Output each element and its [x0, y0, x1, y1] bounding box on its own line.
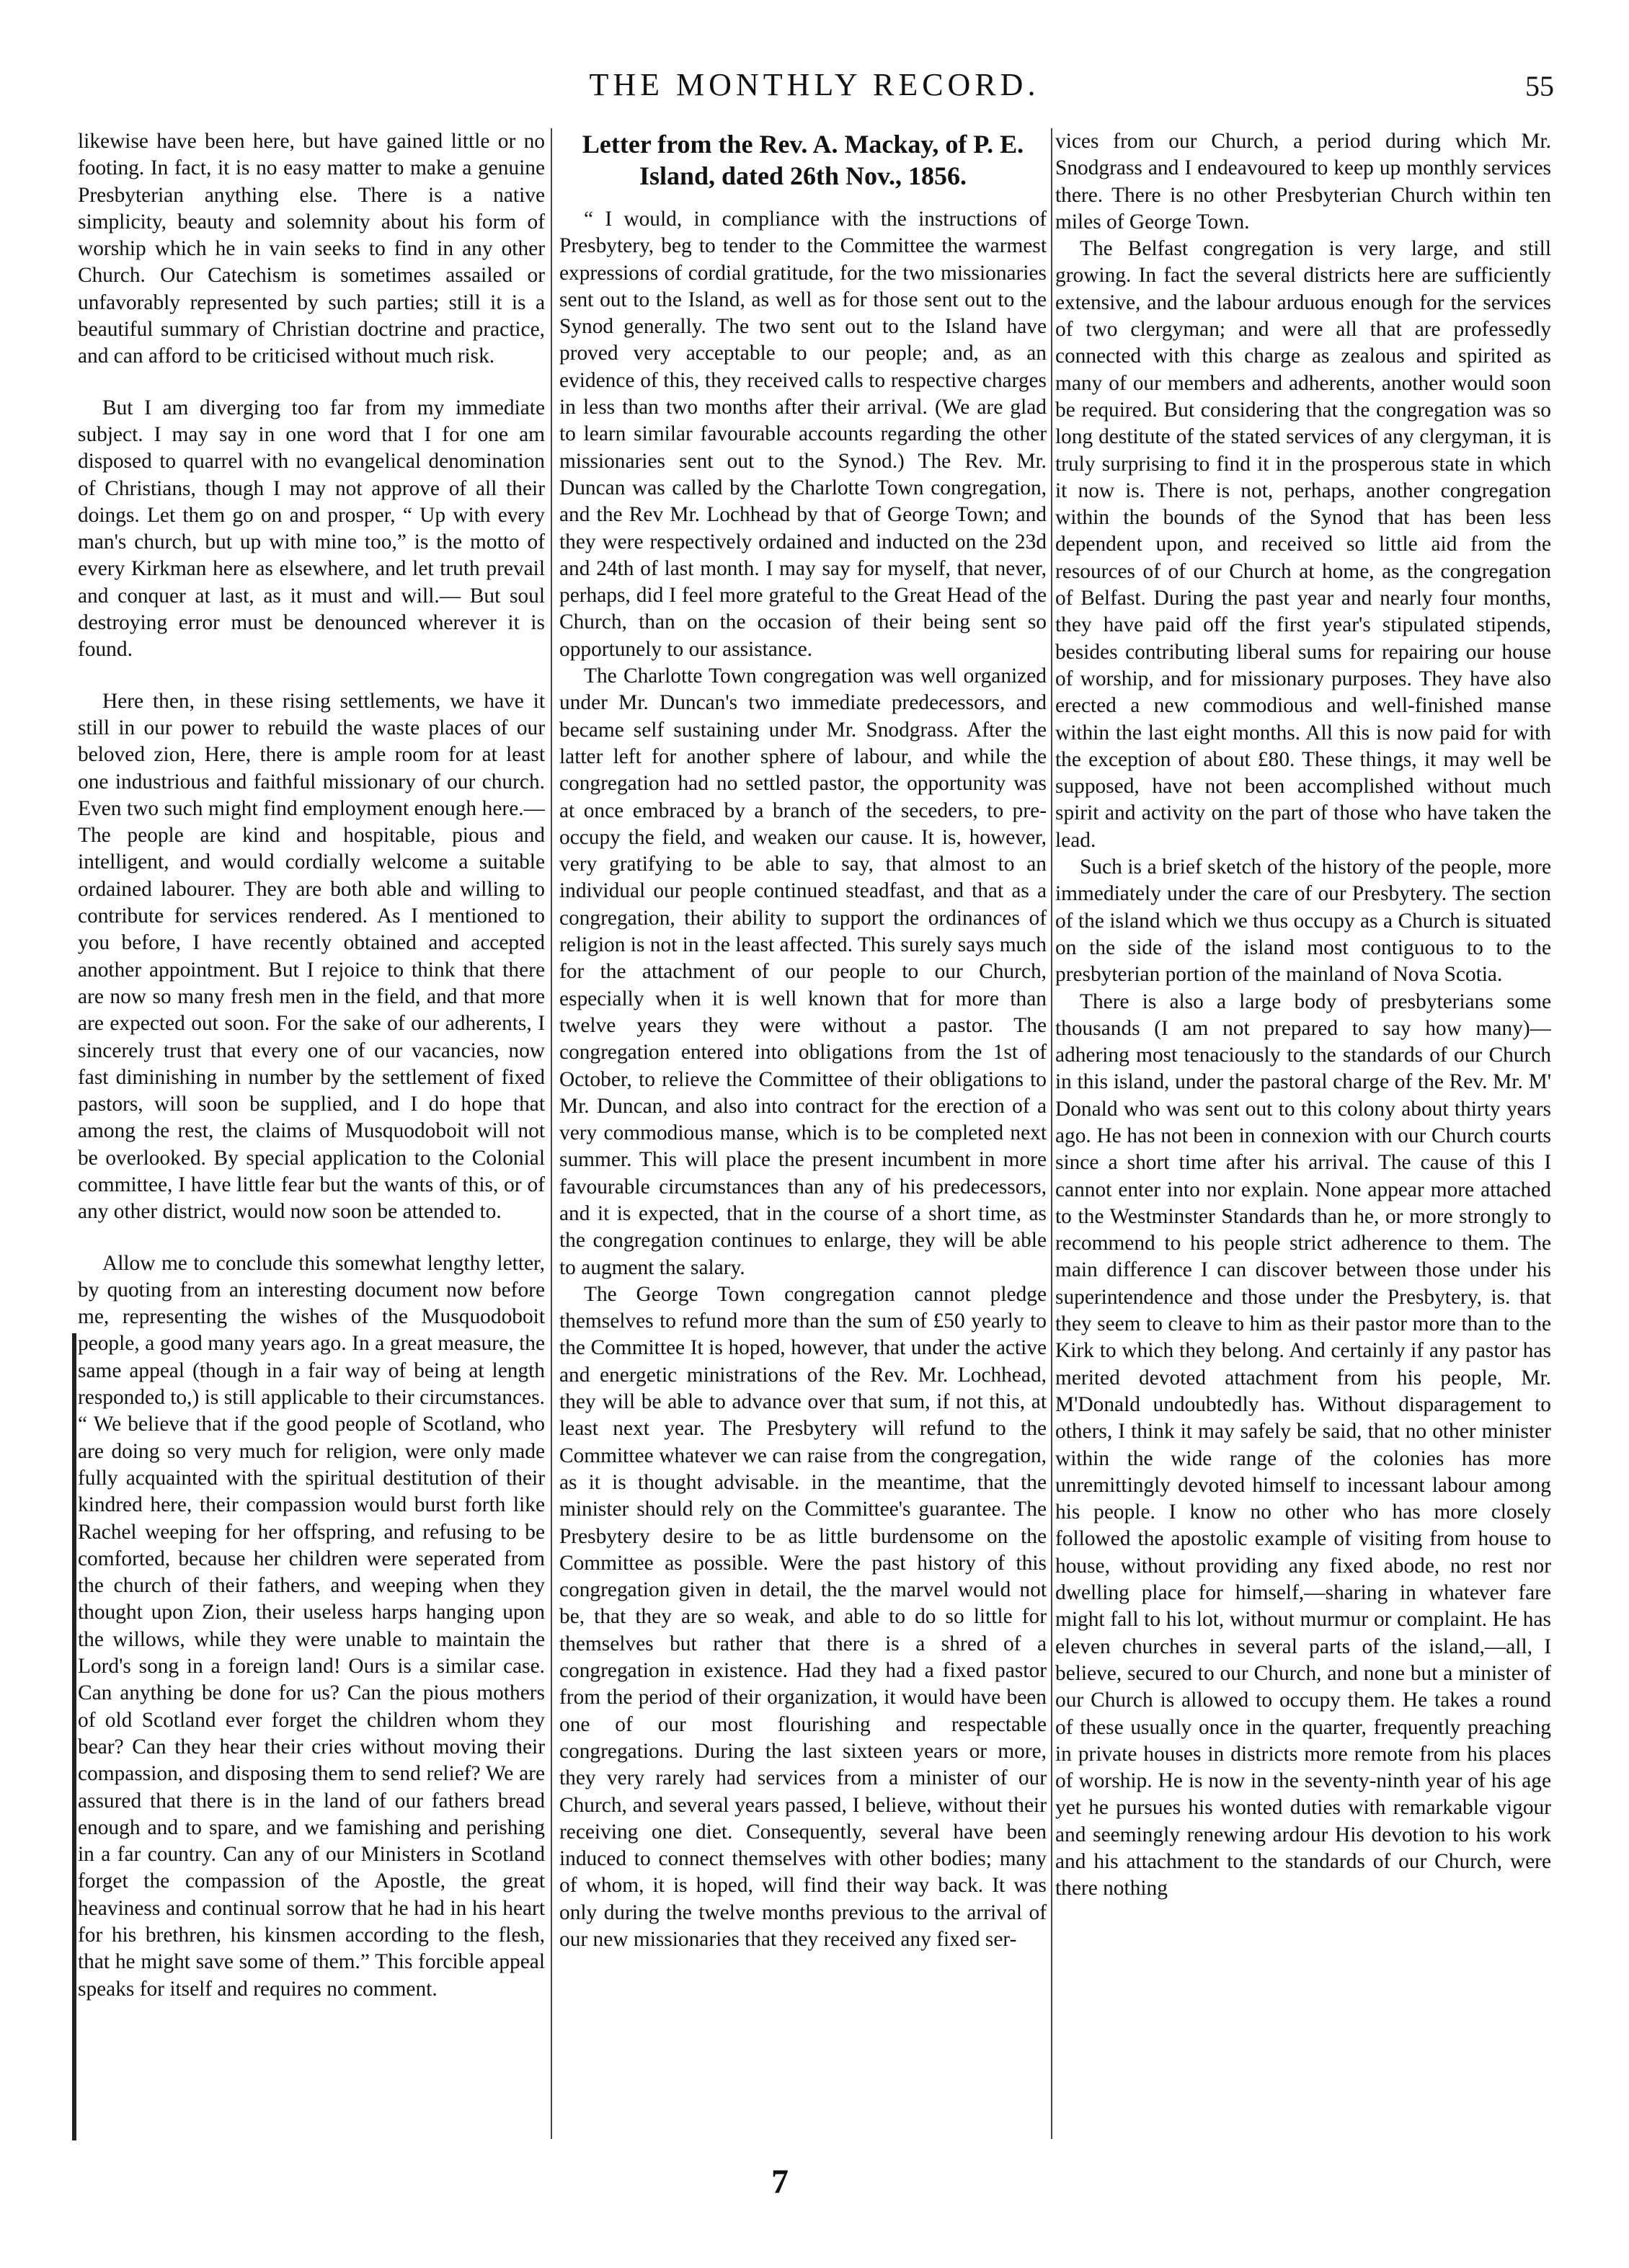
letter-heading: Letter from the Rev. A. Mackay, of P. E. Island, dated 26th Nov., 1856. [582, 130, 1024, 190]
paragraph: “ I would, in compliance with the instructions of Presbytery, beg to tender to the Committee the warmest expressions of cordial gratitude, for the two missionaries sent out to the Island, as well as for those sent out to the Synod generally. The two sent out to the Island have proved very acceptable to our people; and, as an evidence of this, they received calls to respective charges in less than two months after their arrival. (We are glad to learn similar favourable accounts regarding the other missionaries sent out to the Synod.) The Rev. Mr. Duncan was called by the Charlotte Town congregation, and the Rev Mr. Lochhead by that of George Town; and they were respectively ordained and inducted on the 23d and 24th of last month. I may say for myself, that never, perhaps, did I feel more grateful to the Great Head of the Church, than on the occasion of their being sent so opportunely to our assistance. [559, 208, 1047, 661]
paragraph: likewise have been here, but have gained little or no footing. In fact, it is no easy matter to make a genuine Presbyterian anything else. There is a native simplicity, beauty and solemnity about his form of worship which he in vain seeks to find in any other Church. Our Catechism is sometimes assailed or unfavorably represented by such parties; still it is a beautiful summary of Christian doctrine and practice, and can afford to be criticised without much risk. [78, 130, 545, 368]
paragraph: Here then, in these rising settlements, we have it still in our power to rebuild the waste places of our beloved zion, Here, there is ample room for at least one industrious and faithful missionary of our church. Even two such might find employment enough here.— The people are kind and hospitable, pious and intelligent, and would cordially welcome a suitable ordained labourer. They are both able and willing to contribute for services rendered. As I mentioned to you before, I have recently obtained and accepted another appointment. But I rejoice to think that there are now so many fresh men in the field, and that more are expected out soon. For the sake of our adherents, I sincerely trust that every one of our vacancies, now fast diminishing in number by the settlement of fixed pastors, will soon be supplied, and I do hope that among the rest, the claims of Musquodoboit will not be overlooked. By special application to the Colonial committee, I have little fear but the wants of this, or of any other district, would now soon be attended to. [78, 689, 545, 1224]
paragraph: The Belfast congregation is very large, and still growing. In fact the several districts here are sufficiently extensive, and the labour arduous enough for the services of two clergyman; and were all that are professedly connected with this charge as zealous and spirited as many of our members and adherents, another would soon be required. But considering that the congregation was so long destitute of the stated services of any clergyman, it is truly surprising to find it in the prosperous state in which it now is. There is not, perhaps, another congregation within the bounds of the Synod that has been less dependent upon, and received so little aid from the resources of of our Church at home, as the congregation of Belfast. During the past year and nearly four months, they have paid off the first year's stipulated stipends, besides contributing liberal sums for repairing our house of worship, and for missionary purposes. They have also erected a new commodious and well-finished manse within the last eight months. All this is now paid for with the exception of about £80. These things, it may well be supposed, have not been accomplished without much spirit and activity on the part of those who have taken the lead. [1055, 237, 1551, 852]
column-middle [559, 128, 1047, 2146]
column-divider [1051, 128, 1052, 2139]
running-title: THE MONTHLY RECORD. [589, 67, 1040, 102]
paragraph: There is also a large body of presbyterians some thousands (I am not prepared to say how many)—adhering most tenaciously to the standards of our Church in this island, under the pastoral charge of the Rev. Mr. M' Donald who was sent out to this colony about thirty years ago. He has not been in connexion with our Church courts since a short time after his arrival. The cause of this I cannot enter into nor explain. None appear more attached to the Westminster Standards than he, or more strongly to recommend to his people strict adherence to them. The main difference I can discover between those under his superintendence and those under the Presbytery, is. that they seem to cleave to him as their pastor more than to the Kirk to which they belong. And certainly if any pastor has merited devoted attachment from his people, Mr. M'Donald undoubtedly has. Without disparagement to others, I think it may safely be said, that no other minister within the wide range of the colonies has more unremittingly devoted himself to incessant labour among his people. I know no other who has more closely followed the apostolic example of visiting from house to house, without providing any fixed abode, no rest nor dwelling place for himself,—sharing in whatever fare might fall to his lot, without murmur or complaint. He has eleven churches in several parts of the island,—all, I believe, secured to our Church, and none but a minister of our Church is allowed to occupy them. He takes a round of these usually once in the quarter, frequently preaching in private houses in districts more remote from his places of worship. He is now in the seventy-ninth year of his age yet he pursues his wonted duties with remarkable vigour and seemingly renewing ardour His devotion to his work and his attachment to the standards of our Church, were there nothing [1055, 990, 1551, 1900]
column-left [78, 128, 545, 2146]
column-right [1055, 128, 1551, 2146]
paragraph: The Charlotte Town congregation was well organized under Mr. Duncan's two immediate predecessors, and became self sustaining under Mr. Snodgrass. After the latter left for another sphere of labour, and while the congregation had no settled pastor, the opportunity was at once embraced by a branch of the seceders, to pre-occupy the field, and weaken our cause. It is, however, very gratifying to be able to say, that almost to an individual our people continued steadfast, and that as a congregation, their ability to support the ordinances of religion is not in the least affected. This surely says much for the attachment of our people to our Church, especially when it is well known that for more than twelve years they were without a pastor. The congregation entered into obligations from the 1st of October, to relieve the Committee of their obligations to Mr. Duncan, and also into contract for the erection of a very commodious manse, which is to be completed next summer. This will place the present incumbent in more favourable circumstances than any of his predecessors, and it is expected, that in the course of a short time, as the congregation continues to enlarge, they will be able to augment the salary. [559, 664, 1047, 1279]
paragraph: But I am diverging too far from my immediate subject. I may say in one word that I for one am disposed to quarrel with no evangelical denomination of Christians, though I may not approve of all their doings. Let them go on and prosper, “ Up with every man's church, but up with mine too,” is the motto of every Kirkman here as elsewhere, and let truth prevail and conquer at last, as it must and will.— But soul destroying error must be denounced wherever it is found. [78, 396, 545, 662]
paragraph: vices from our Church, a period during which Mr. Snodgrass and I endeavoured to keep up monthly services there. There is no other Presbyterian Church within ten miles of George Town. [1055, 130, 1551, 234]
paragraph: Such is a brief sketch of the history of the people, more immediately under the care of our Presbytery. The section of the island which we thus occupy as a Church is situated on the side of the island most contiguous to to the presbyterian portion of the mainland of Nova Scotia. [1055, 855, 1551, 987]
paragraph: The George Town congregation cannot pledge themselves to refund more than the sum of £50 yearly to the Committee It is hoped, however, that under the active and energetic ministrations of the Rev. Mr. Lochhead, they will be able to advance over that sum, if not this, at least next year. The Presbytery will refund to the Committee whatever we can raise from the congregation, as it is thought advisable. in the meantime, that the minister should rely on the Committee's guarantee. The Presbytery desire to be as little burdensome on the Committee as possible. Were the past history of this congregation given in detail, the the marvel would not be, that they are so weak, and able to do so little for themselves but rather that there is a shred of a congregation in existence. Had they had a fixed pastor from the period of their organization, it would have been one of our most flourishing and respectable congregations. During the last sixteen years or more, they very rarely had services from a minister of our Church, and several years passed, I believe, without their receiving one diet. Consequently, several have been induced to connect themselves with other bodies; many of whom, it is hoped, will find their way back. It was only during the twelve months previous to the arrival of our new missionaries that they received any fixed ser- [559, 1282, 1047, 1951]
page-number: 55 [1525, 70, 1554, 102]
paragraph: Allow me to conclude this somewhat lengthy letter, by quoting from an interesting document now before me, representing the wishes of the Musquodoboit people, a good many years ago. In a great measure, the same appeal (though in a fair way of being at length responded to,) is still applicable to their circumstances. “ We believe that if the good people of Scotland, who are doing so very much for religion, were only made fully acquainted with the spiritual destitution of their kindred here, their compassion would burst forth like Rachel weeping for her offspring, and refusing to be comforted, because her children were seperated from the church of their fathers, and weeping when they thought upon Zion, their useless harps hanging upon the willows, while they were unable to maintain the Lord's song in a foreign land! Ours is a similar case. Can anything be done for us? Can the pious mothers of old Scotland ever forget the children whom they bear? Can they hear their cries without moving their compassion, and disposing them to send relief? We are assured that there is in the land of our fathers bread enough and to spare, and we famishing and perishing in a far country. Can any of our Ministers in Scotland forget the compassion of the Apostle, the great heaviness and continual sorrow that he had in his heart for his brethren, his kinsmen according to the flesh, that he might save some of them.” This forcible appeal speaks for itself and requires no comment. [78, 1251, 545, 2001]
column-divider [551, 128, 552, 2139]
page-header [0, 66, 1629, 110]
margin-mark [72, 1333, 76, 2140]
signature-mark: 7 [771, 2163, 789, 2201]
